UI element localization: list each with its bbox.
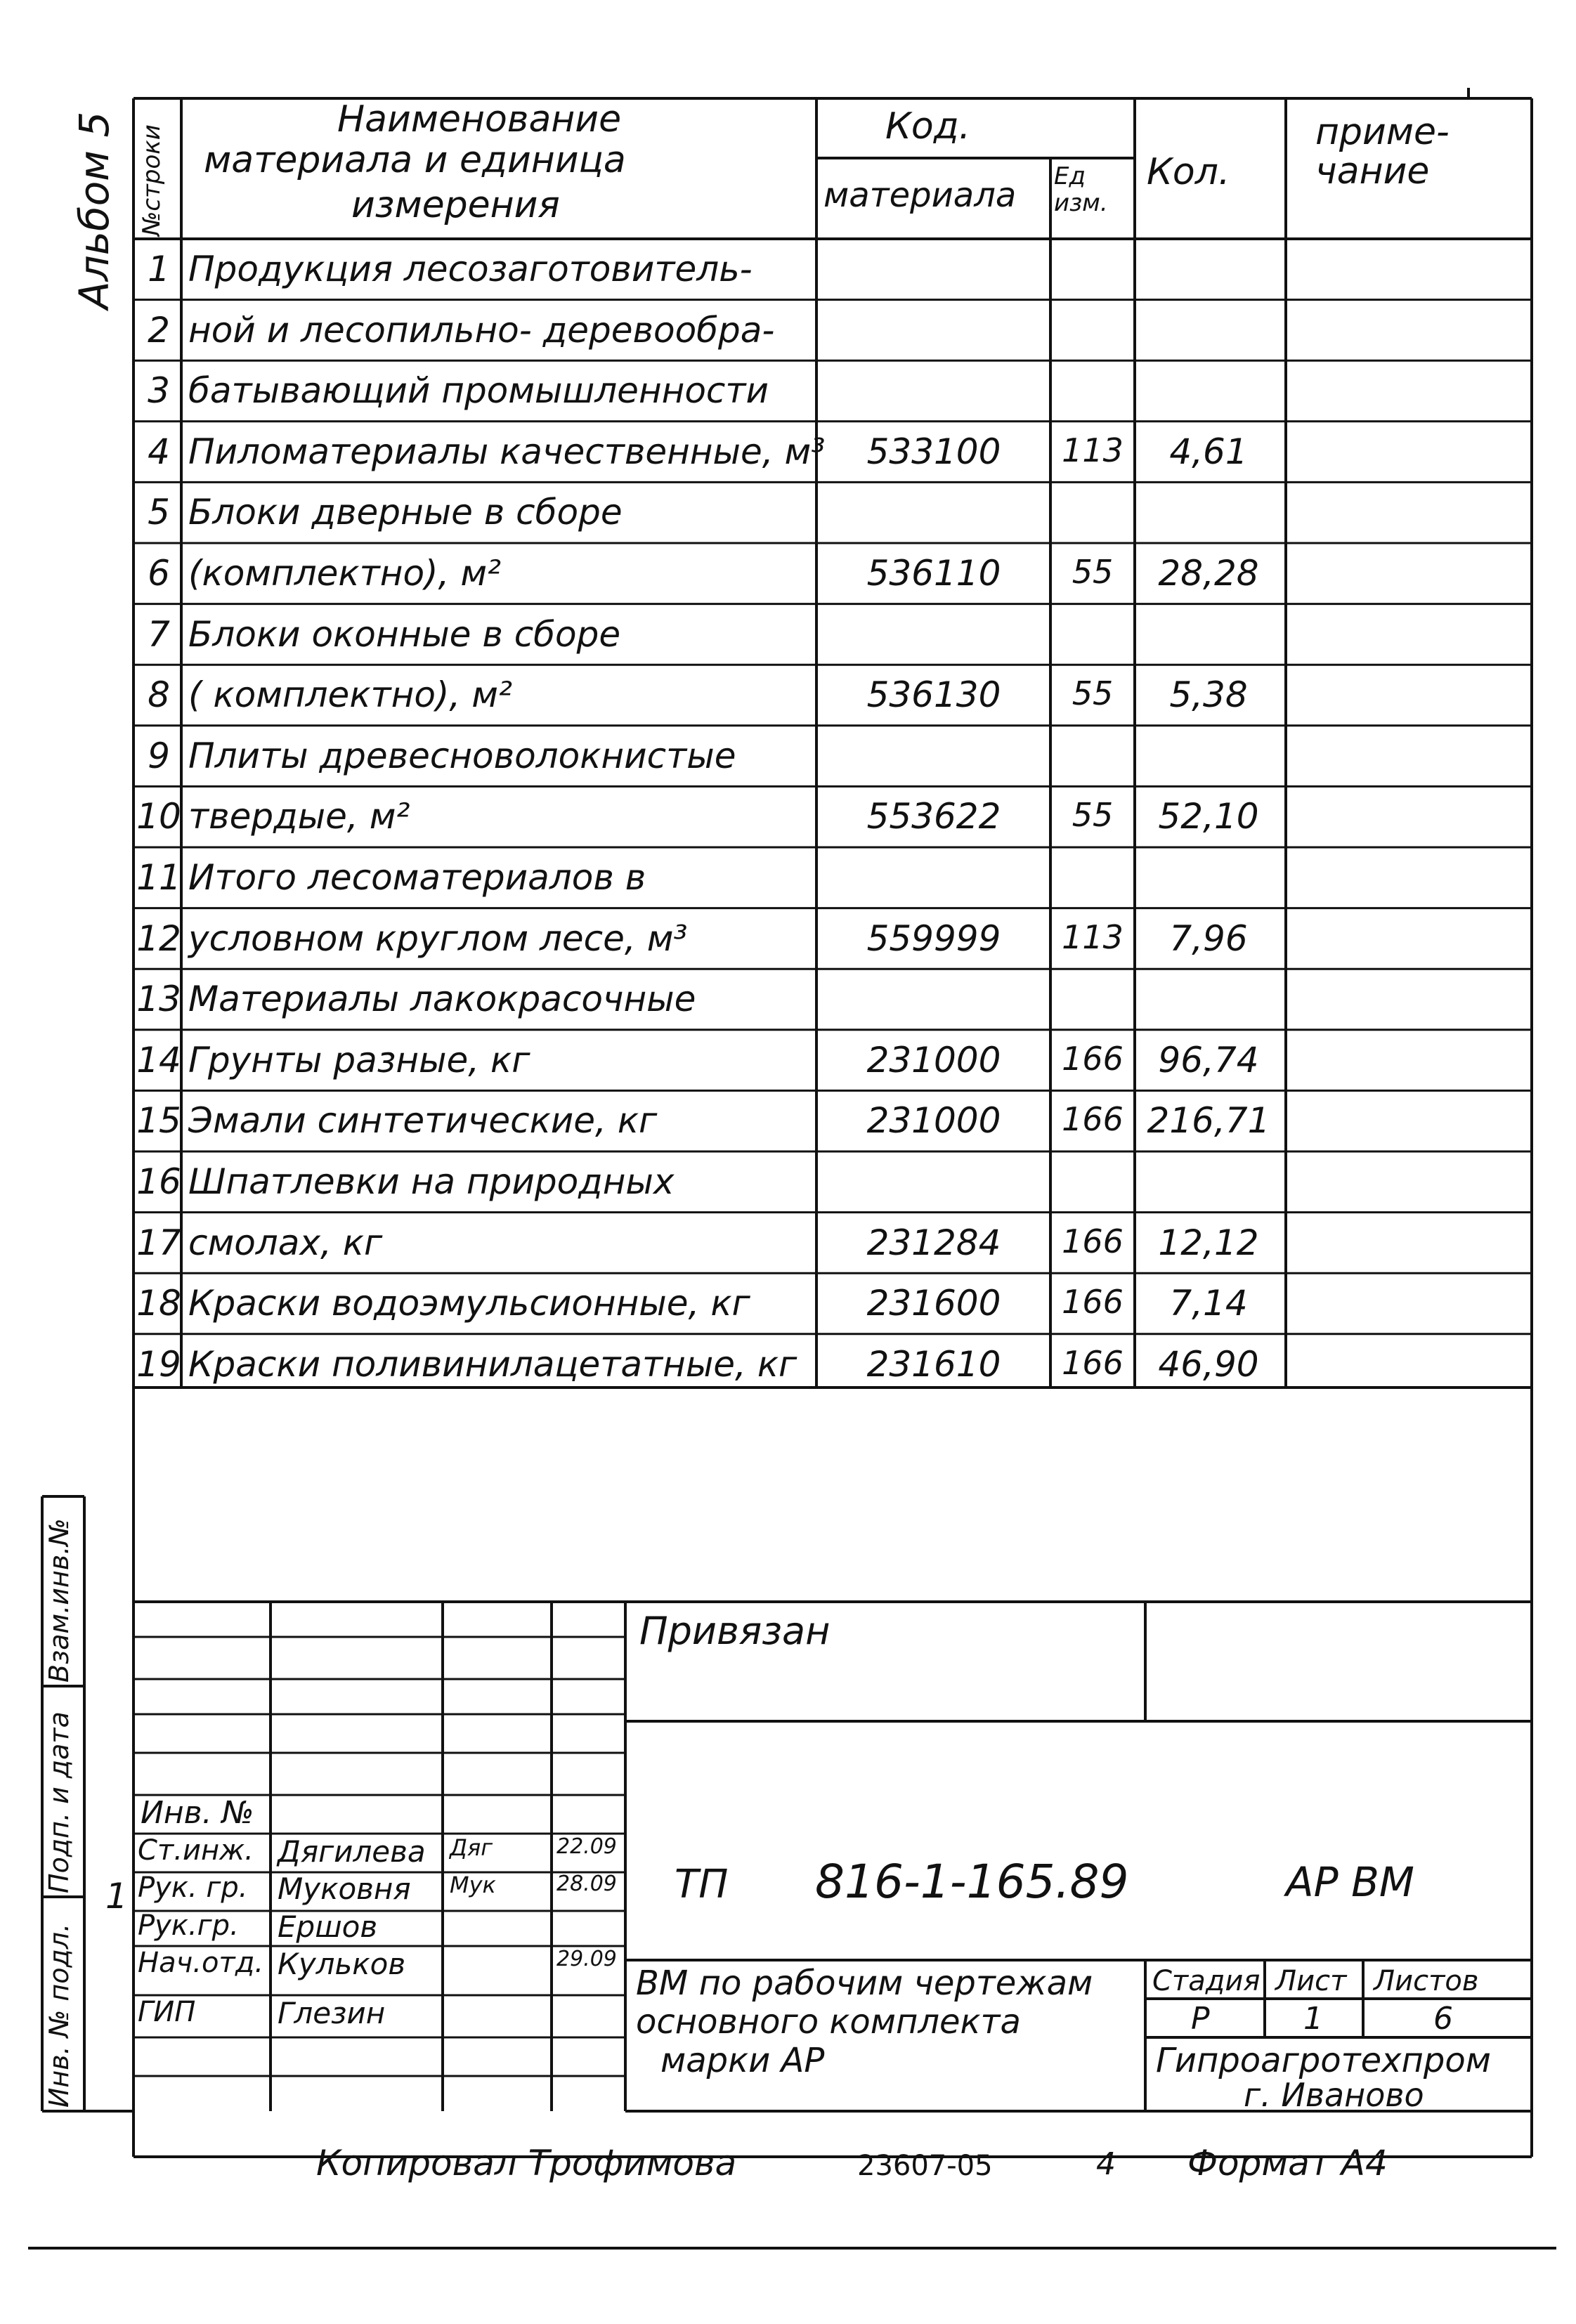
doc-mark: АР ВМ [1286,1858,1414,1906]
row-material-name: Блоки дверные в сборе [188,492,623,533]
row-material-name: ( комплектно), м² [188,674,512,716]
row-number: 1 [148,249,170,289]
row-quantity: 12,12 [1158,1222,1259,1263]
row-quantity: 7,14 [1169,1283,1248,1324]
row-unit-code: 166 [1062,1283,1124,1321]
footer-order: 23607-05 [857,2150,993,2182]
org-line2: г. Иваново [1244,2076,1424,2114]
row-number: 11 [136,857,181,898]
row-number: 10 [136,796,181,837]
row-material-code: 231000 [866,1100,1001,1142]
row-quantity: 216,71 [1147,1100,1270,1142]
row-material-code: 533100 [866,431,1001,472]
row-material-name: Блоки оконные в сборе [188,613,621,655]
row-material-name: Грунты разные, кг [188,1039,530,1081]
row-number: 9 [148,735,170,776]
header-code-material: материала [823,176,1017,215]
row-material-name: Продукция лесозаготовитель- [188,249,753,289]
row-number: 8 [148,674,170,716]
tp-label: ТП [675,1862,729,1907]
row-number: 13 [136,979,181,1020]
row-number: 6 [148,553,170,594]
row-material-code: 559999 [866,918,1001,959]
sign-role: Нач.отд. [138,1947,264,1979]
row-material-code: 231600 [866,1283,1001,1324]
row-unit-code: 166 [1062,1343,1124,1382]
row-quantity: 7,96 [1169,918,1248,959]
header-qty: Кол. [1147,151,1230,193]
sign-role: Рук.гр. [138,1910,239,1942]
footer-format: Формат А4 [1187,2143,1388,2183]
header-row-no: №строки [138,124,166,236]
row-material-code: 231000 [866,1039,1001,1081]
footer-num: 4 [1096,2146,1116,2182]
sign-name: Ершов [278,1910,378,1944]
row-material-code: 231610 [866,1343,1001,1385]
row-quantity: 52,10 [1158,796,1259,837]
album-label: Альбом 5 [70,111,118,309]
sign-role: Рук. гр. [138,1872,248,1904]
row-number: 17 [136,1222,181,1263]
sign-signature: Мук [450,1872,496,1898]
row-number: 16 [136,1161,181,1202]
doc-title-line3: марки АР [660,2041,825,2080]
row-number: 5 [148,492,170,533]
row-unit-code: 55 [1072,796,1114,835]
row-number: 3 [148,370,170,412]
row-material-name: Краски поливинилацетатные, кг [188,1343,797,1385]
row-unit-code: 166 [1062,1100,1124,1139]
header-name-line3: измерения [351,184,560,226]
field-vzam-inv: Взам.инв.№ [44,1518,74,1683]
row-material-name: смолах, кг [188,1222,383,1263]
row-material-name: твердые, м² [188,796,410,837]
row-number: 15 [136,1100,181,1142]
row-unit-code: 166 [1062,1039,1124,1078]
sign-name: Муковня [278,1872,411,1906]
row-material-name: условном круглом лесе, м³ [188,918,688,959]
header-note: приме- чание [1315,111,1450,192]
row-material-code: 536110 [866,553,1001,594]
sign-name: Дягилева [278,1834,426,1869]
sign-role: ГИП [138,1996,196,2028]
row-quantity: 28,28 [1158,553,1259,594]
inv-no-label: Инв. № [141,1795,254,1831]
sign-date: 22.09 [556,1834,617,1859]
row-unit-code: 113 [1062,431,1124,469]
footer-copied: Копировал Трофимова [316,2143,737,2183]
row-number: 14 [136,1039,181,1081]
sign-name: Кульков [278,1947,406,1981]
sign-role: Ст.инж. [138,1834,254,1867]
sign-date: 28.09 [556,1872,617,1896]
sign-name: Глезин [278,1996,386,2030]
row-material-name: Краски водоэмульсионные, кг [188,1283,750,1324]
row-material-name: (комплектно), м² [188,553,502,594]
sheets-label: Листов [1374,1965,1479,1997]
sheet-label: Лист [1275,1965,1347,1997]
row-unit-code: 55 [1072,674,1114,713]
row-material-name: Эмали синтетические, кг [188,1100,658,1142]
row-number: 18 [136,1283,181,1324]
row-material-name: ной и лесопильно- деревообра- [188,309,775,351]
row-number: 7 [148,613,170,655]
field-inv-podl: Инв. № подл. [44,1923,74,2108]
row-number: 2 [148,309,170,351]
field-podp-data: Подп. и дата [44,1711,74,1893]
org-line1: Гипроагротехпром [1156,2041,1491,2080]
privyazan-label: Привязан [639,1609,831,1653]
row-quantity: 96,74 [1158,1039,1259,1081]
sheet-value: 1 [1303,2001,1323,2037]
left-value: 1 [105,1876,128,1917]
row-material-name: Шпатлевки на природных [188,1161,675,1202]
stage-value: Р [1191,2001,1210,2037]
row-unit-code: 113 [1062,918,1124,956]
row-quantity: 46,90 [1158,1343,1259,1385]
row-quantity: 4,61 [1169,431,1248,472]
doc-title-line1: ВМ по рабочим чертежам [636,1964,1093,2003]
row-material-code: 231284 [866,1222,1001,1263]
stage-label: Стадия [1152,1965,1261,1997]
sign-signature: Дяг [450,1834,493,1861]
row-material-code: 536130 [866,674,1001,716]
row-number: 12 [136,918,181,959]
row-unit-code: 55 [1072,553,1114,591]
row-number: 4 [148,431,170,472]
row-material-name: Плиты древесноволокнистые [188,735,736,776]
row-material-code: 553622 [866,796,1001,837]
header-code: Код. [885,105,971,148]
header-code-unit: Ед изм. [1054,162,1108,217]
doc-number: 816-1-165.89 [815,1855,1129,1909]
header-name-line1: Наименование [337,98,622,141]
row-material-name: Материалы лакокрасочные [188,979,696,1020]
row-unit-code: 166 [1062,1222,1124,1260]
header-name-line2: материала и единица [204,139,626,181]
sheets-value: 6 [1433,2001,1453,2037]
row-material-name: Пиломатериалы качественные, м³ [188,431,826,472]
row-number: 19 [136,1343,181,1385]
sign-date: 29.09 [556,1947,617,1971]
doc-title-line2: основного комплекта [636,2002,1021,2042]
row-quantity: 5,38 [1169,674,1248,716]
row-material-name: Итого лесоматериалов в [188,857,646,898]
row-material-name: батывающий промышленности [188,370,769,412]
